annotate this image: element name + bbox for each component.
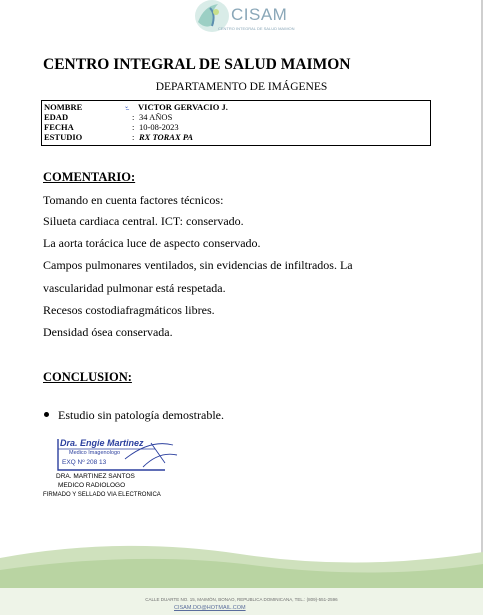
check-mark-icon: ⌄̲ [124, 104, 130, 110]
department-title: DEPARTAMENTO DE IMÁGENES [155, 81, 328, 93]
comentario-line: Densidad ósea conservada. [43, 325, 173, 339]
info-label: FECHA [44, 122, 74, 132]
comentario-line: Campos pulmonares ventilados, sin evidencias de infiltrados. La [43, 258, 353, 272]
info-separator: : [132, 132, 135, 142]
patient-info-box [41, 100, 431, 146]
signature-note: FIRMADO Y SELLADO VIA ELECTRONICA [43, 492, 161, 498]
comentario-line: Recesos costodiafragmáticos libres. [43, 303, 215, 317]
page-title: CENTRO INTEGRAL DE SALUD MAIMON [43, 56, 351, 73]
doctor-stamp [55, 437, 179, 473]
footer-wave [0, 540, 483, 615]
bullet-icon [44, 412, 49, 417]
stamp-doctor-role: Medico Imagenologo [69, 450, 121, 456]
info-label: NOMBRE [44, 102, 83, 112]
stamp-exequatur: EXQ Nº 208 13 [62, 459, 107, 466]
comentario-line: Tomando en cuenta factores técnicos: [43, 193, 224, 207]
conclusion-heading: CONCLUSION: [43, 370, 132, 384]
conclusion-bullet [58, 408, 224, 423]
logo-wordmark: CISAM [231, 5, 288, 24]
info-value: 10-08-2023 [139, 122, 179, 132]
footer-address: CALLE DUARTE NO. 15, MAIMÓN, BONAO, REPUBLICA DOMINICANA, TEL.: (809)-551-2596 [145, 597, 338, 602]
logo-subtitle: CENTRO INTEGRAL DE SALUD MAIMON [218, 26, 295, 31]
cisam-logo [188, 0, 298, 34]
signer-name: DRA. MARTINEZ SANTOS [56, 473, 135, 480]
info-separator: : [132, 112, 135, 122]
comentario-line: La aorta torácica luce de aspecto conservado. [43, 236, 261, 250]
footer-email-link[interactable]: CISAM.DO@HOTMAIL.COM [174, 605, 246, 611]
comentario-heading: COMENTARIO: [43, 170, 136, 184]
info-value: RX TORAX PA [139, 132, 194, 142]
info-label: ESTUDIO [44, 132, 83, 142]
signer-role: MEDICO RADIOLOGO [58, 482, 126, 489]
info-value: VICTOR GERVACIO J. [138, 102, 228, 112]
info-separator: : [132, 122, 135, 132]
comentario-line: Silueta cardiaca central. ICT: conservado. [43, 214, 244, 228]
comentario-line: vascularidad pulmonar está respetada. [43, 281, 226, 295]
info-label: EDAD [44, 112, 69, 122]
info-value: 34 AÑOS [139, 112, 173, 122]
stamp-doctor-name: Dra. Engie Martinez [60, 438, 144, 448]
conclusion-text: Estudio sin patología demostrable. [58, 408, 224, 422]
